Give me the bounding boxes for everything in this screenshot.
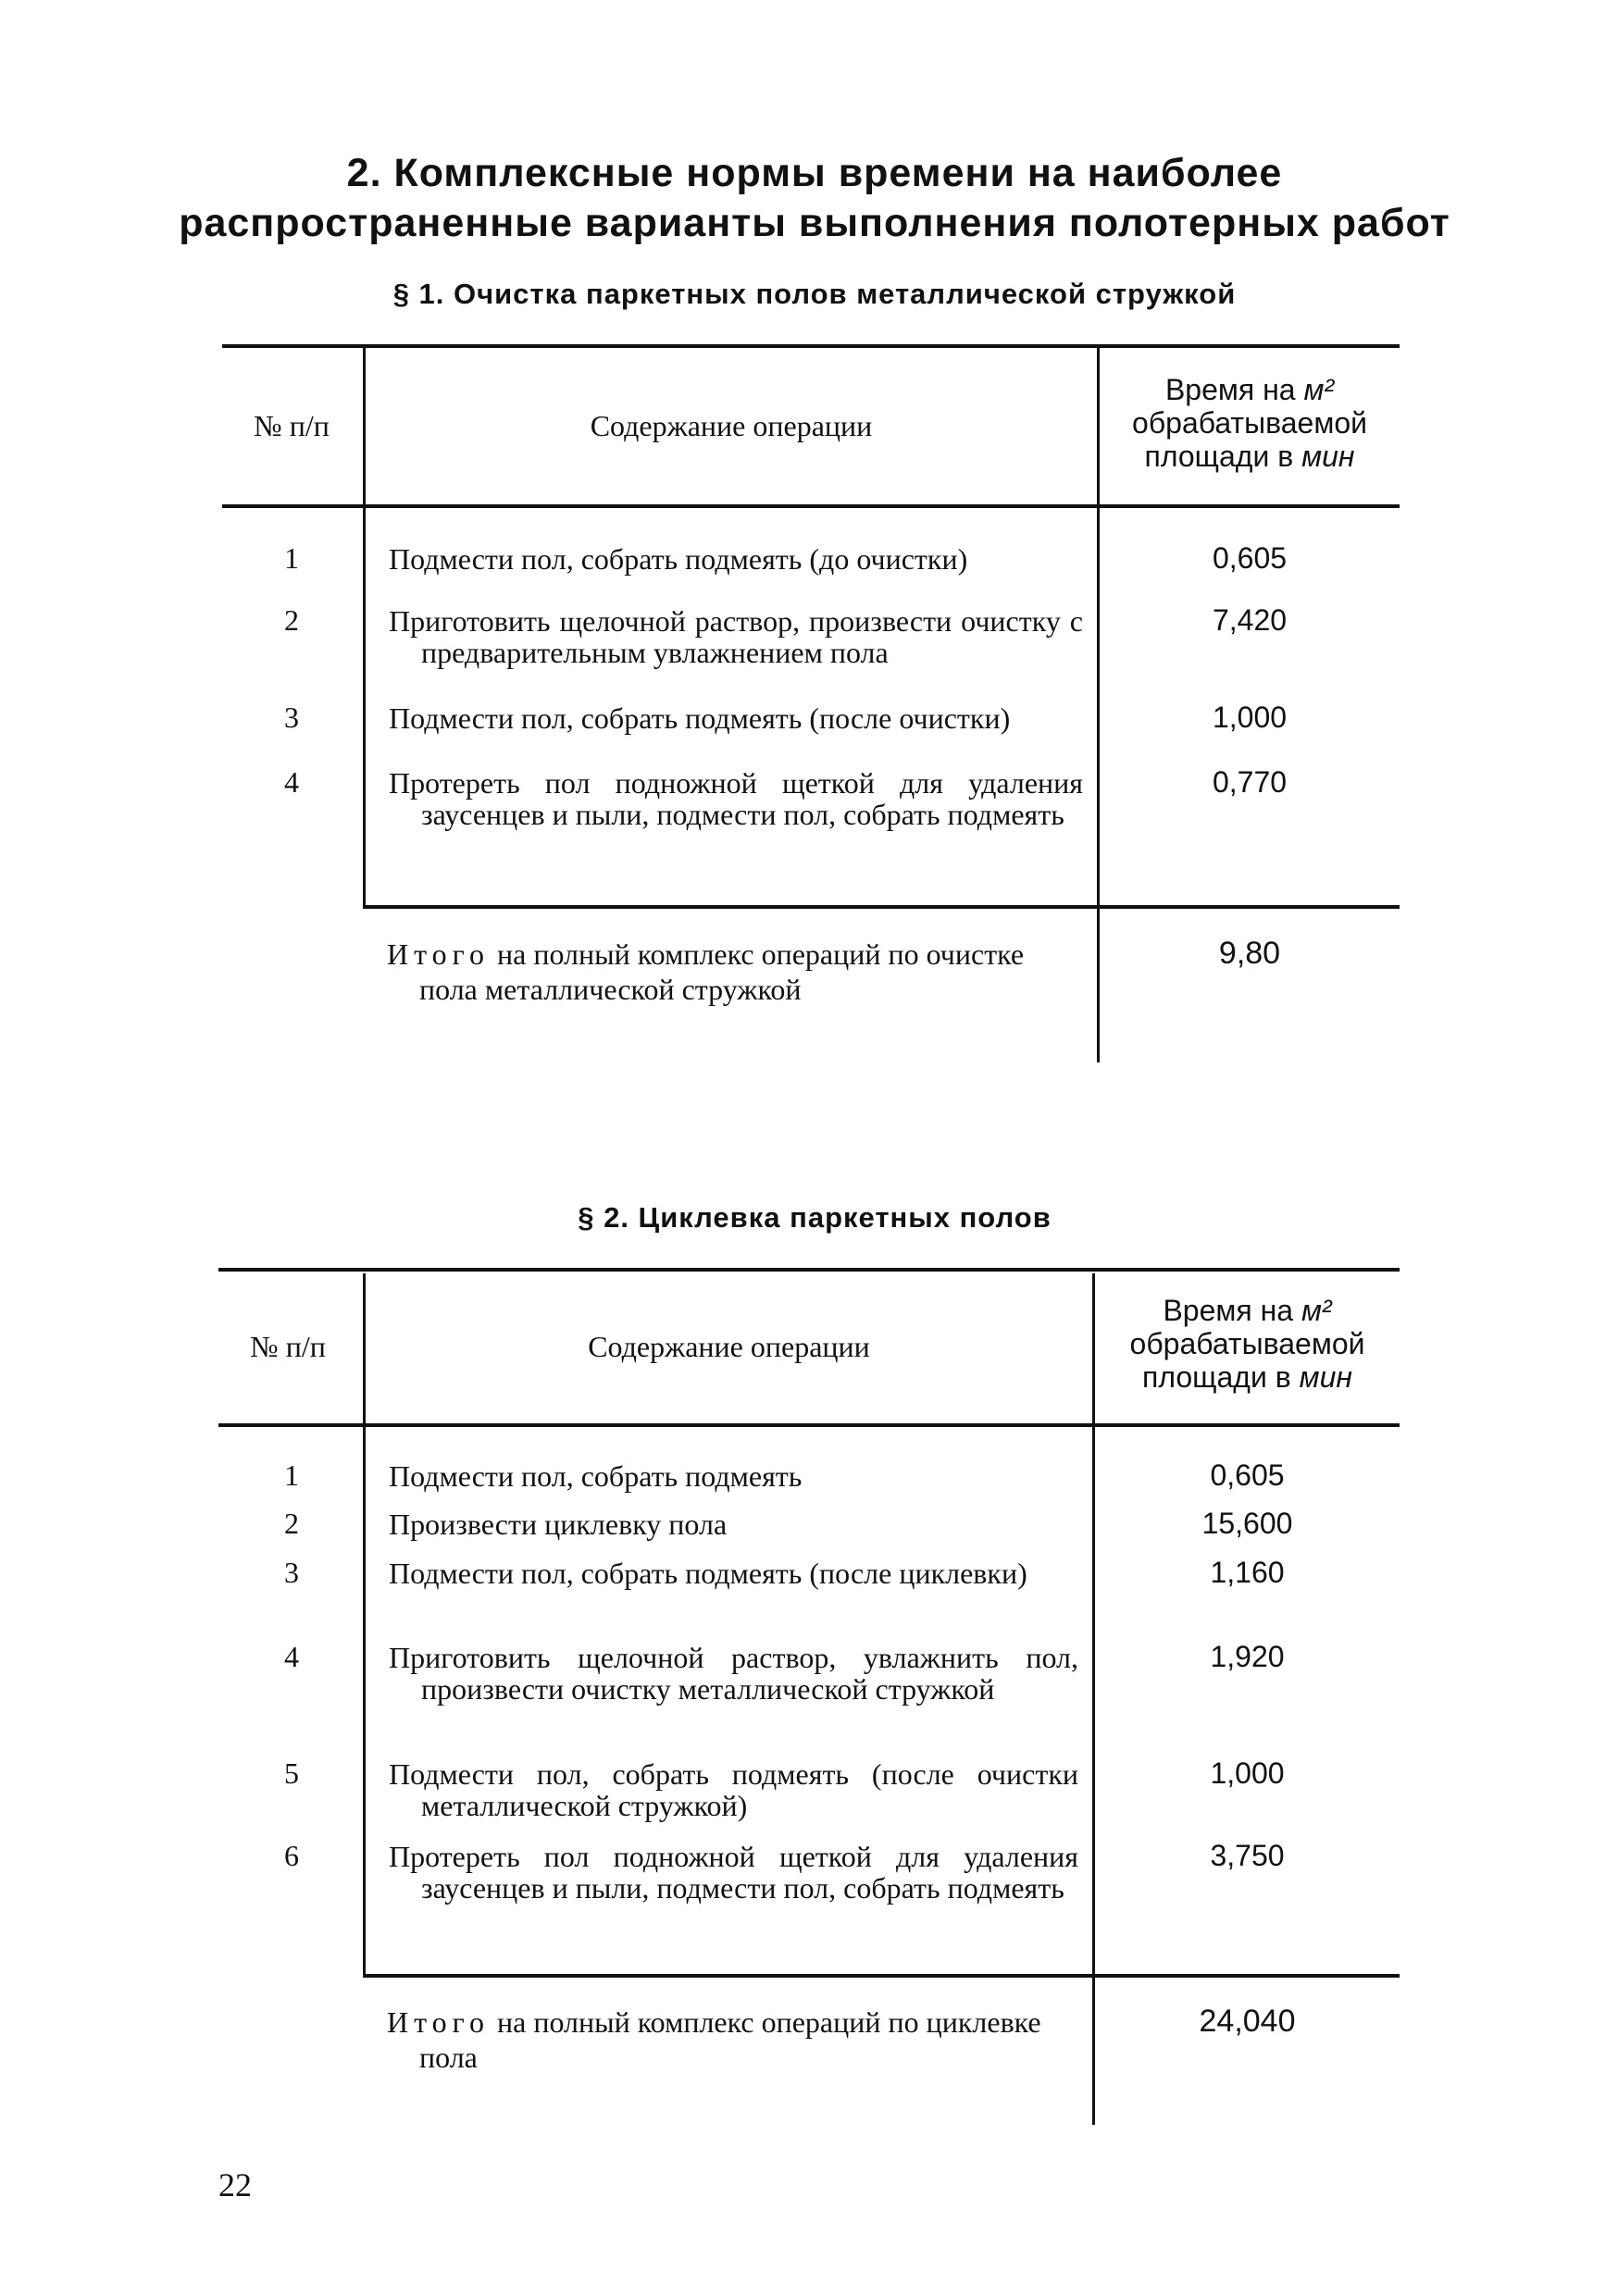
- table-2-row-6-operation: Протереть пол подножной щеткой для удаления заусенцев и пыли, подмести пол, собрать подмеять: [389, 1840, 1078, 1905]
- table-2-row-1-operation: Подмести пол, собрать подмеять: [389, 1459, 803, 1493]
- table-1-total-value: 9,80: [1218, 936, 1281, 971]
- table-2-row-5-num: 5: [284, 1756, 299, 1790]
- table-1-row-1-time: 0,605: [1212, 541, 1288, 575]
- table-1-row-2-num: 2: [284, 603, 299, 637]
- section-2-title: § 2. Циклевка паркетных полов: [578, 1201, 1052, 1234]
- time-header-line1: Время на: [1164, 373, 1304, 406]
- table-2-header-time: [1095, 1294, 1400, 1394]
- time-header-line3: площади в: [1144, 440, 1302, 473]
- document-heading: [167, 148, 1462, 248]
- table-1-row-2-time: 7,420: [1212, 603, 1288, 637]
- table-1-row-4-num: 4: [284, 765, 299, 799]
- time-header-line1: Время на: [1163, 1294, 1301, 1327]
- table-1-row-4-operation: Протереть пол подножной щеткой для удаления заусенцев и пыли, подмести пол, собрать подмеять: [389, 766, 1083, 831]
- table-2-row-3-operation: Подмести пол, собрать подмеять (после циклевки): [389, 1557, 1027, 1590]
- table-2-header-operation: Содержание операции: [588, 1330, 870, 1363]
- table-1-row-1-num: 1: [284, 541, 299, 575]
- page-number: 22: [218, 2166, 252, 2203]
- table-1-header-rule: [222, 504, 1400, 508]
- table-1-header-time: [1100, 373, 1400, 473]
- total-text: на полный комплекс операций по очистке пола металлической стружкой: [419, 937, 1025, 1006]
- total-text: на полный комплекс операций по циклевке пола: [419, 2005, 1041, 2074]
- table-2-row-4-time: 1,920: [1210, 1640, 1285, 1673]
- table-2-row-6-num: 6: [284, 1839, 299, 1872]
- table-2-row-3-num: 3: [284, 1556, 299, 1589]
- table-1-row-4-time: 0,770: [1212, 765, 1288, 799]
- section-1-title: § 1. Очистка паркетных полов металлической стружкой: [392, 278, 1237, 310]
- table-2-row-4-num: 4: [284, 1640, 299, 1673]
- table-2-row-5-time: 1,000: [1210, 1756, 1285, 1790]
- heading-line-2: распространенные варианты выполнения полотерных работ: [179, 201, 1450, 245]
- time-header-line2: обрабатываемой: [1132, 406, 1367, 440]
- table-2-row-4-operation: Приготовить щелочной раствор, увлажнить пол, произвести очистку металлической стружкой: [389, 1641, 1078, 1706]
- total-word: Итого: [387, 937, 490, 971]
- time-header-line2: обрабатываемой: [1129, 1327, 1365, 1360]
- table-2-row-5-operation: Подмести пол, собрать подмеять (после очистки металлической стружкой): [389, 1757, 1078, 1822]
- table-1-row-1-operation: Подмести пол, собрать подмеять (до очистки): [389, 542, 968, 576]
- table-2-col-divider-1: [363, 1273, 366, 1977]
- table-2-total-label: [387, 2004, 1081, 2075]
- table-2-header-num: № п/п: [250, 1330, 326, 1363]
- time-header-line3: площади в: [1142, 1360, 1300, 1394]
- table-2-header-rule: [218, 1423, 1400, 1427]
- table-2-col-divider-2: [1092, 1273, 1095, 2125]
- table-2-row-6-time: 3,750: [1210, 1839, 1285, 1872]
- table-2-row-1-time: 0,605: [1210, 1458, 1285, 1492]
- table-1-row-3-time: 1,000: [1212, 701, 1288, 734]
- table-2-row-3-time: 1,160: [1210, 1556, 1285, 1589]
- table-1-row-3-operation: Подмести пол, собрать подмеять (после очистки): [389, 701, 1011, 735]
- unit-m2: м²: [1301, 1294, 1332, 1327]
- table-1-row-2-operation: Приготовить щелочной раствор, произвести очистку с предварительным увлажнением пола: [389, 604, 1083, 669]
- table-1-total-label: [387, 937, 1086, 1007]
- table-2-top-rule: [218, 1268, 1400, 1272]
- table-1-top-rule: [222, 344, 1400, 348]
- table-1-row-3-num: 3: [284, 701, 299, 734]
- table-2-total-value: 24,040: [1199, 2004, 1296, 2039]
- table-2-row-1-num: 1: [284, 1458, 299, 1492]
- heading-line-1: 2. Комплексные нормы времени на наиболее: [346, 151, 1283, 195]
- unit-min: мин: [1299, 1360, 1352, 1394]
- table-2-row-2-num: 2: [284, 1507, 299, 1540]
- table-2-row-2-operation: Произвести циклевку пола: [389, 1508, 728, 1541]
- unit-m2: м²: [1303, 373, 1335, 406]
- unit-min: мин: [1301, 440, 1355, 473]
- table-2-row-2-time: 15,600: [1201, 1507, 1293, 1540]
- table-1-header-num: № п/п: [254, 409, 330, 442]
- table-1-body-rule: [363, 905, 1400, 909]
- table-1-header-operation: Содержание операции: [590, 409, 873, 442]
- table-2-body-rule: [363, 1974, 1400, 1978]
- total-word: Итого: [387, 2005, 490, 2039]
